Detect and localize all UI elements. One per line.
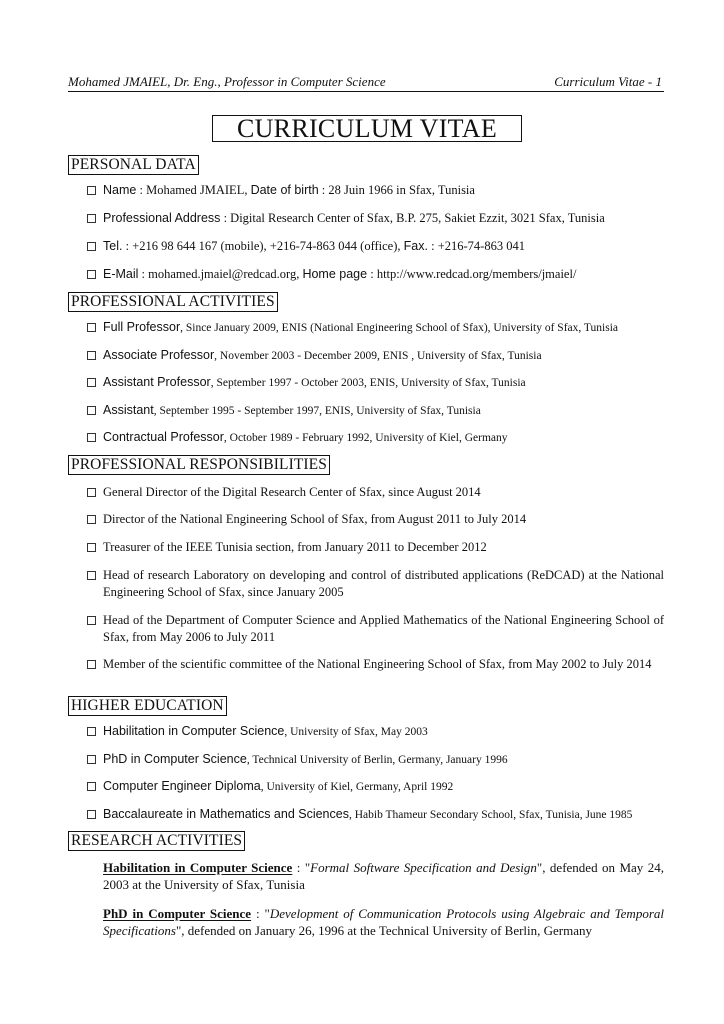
quote: ": [264, 906, 270, 921]
research-detail: , defended on January 26, 1996 at the Technical University of Berlin, Germany: [181, 923, 593, 938]
section-heading-higher-education: HIGHER EDUCATION: [68, 696, 227, 716]
personal-item-address: [87, 210, 664, 227]
detail: , University of Kiel, Germany, April 1992: [260, 781, 454, 793]
square-bullet-icon: [87, 378, 96, 387]
square-bullet-icon: [87, 323, 96, 332]
research-title: PhD in Computer Science: [103, 906, 252, 921]
activity-item: [87, 319, 664, 337]
square-bullet-icon: [87, 660, 96, 669]
role: Associate Professor: [103, 348, 215, 362]
square-bullet-icon: [87, 543, 96, 552]
quote: ": [175, 923, 182, 938]
responsibility-text: Head of the Department of Computer Science and Applied Mathematics of the National Engineering School of Sfax, from May 2006 to July 2011: [103, 613, 664, 644]
value: Digital Research Center of Sfax, B.P. 275, Sakiet Ezzit, 3021 Sfax, Tunisia: [230, 211, 605, 225]
separator: :: [138, 267, 149, 281]
section-heading-professional-responsibilities: PROFESSIONAL RESPONSIBILITIES: [68, 455, 330, 475]
detail: , University of Sfax, May 2003: [284, 726, 428, 738]
detail: , November 2003 - December 2009, ENIS , University of Sfax, Tunisia: [214, 350, 542, 362]
research-item: [103, 905, 664, 939]
square-bullet-icon: [87, 782, 96, 791]
quote: ": [304, 860, 311, 875]
detail: , Since January 2009, ENIS (National Engineering School of Sfax), University of Sfax, Tunisia: [180, 322, 619, 334]
separator: :: [122, 239, 133, 253]
square-bullet-icon: [87, 214, 96, 223]
header-page-label: Curriculum Vitae - 1: [554, 74, 662, 89]
role: Assistant: [103, 403, 154, 417]
separator: :: [136, 183, 147, 197]
thesis-title: Development of Communication Protocols using Algebraic and Temporal Specifications: [103, 906, 664, 938]
personal-item-name: [87, 182, 664, 199]
document-title: CURRICULUM VITAE: [212, 115, 522, 142]
separator: :: [251, 906, 265, 921]
square-bullet-icon: [87, 727, 96, 736]
activity-item: [87, 429, 664, 447]
square-bullet-icon: [87, 433, 96, 442]
section-heading-research-activities: RESEARCH ACTIVITIES: [68, 831, 245, 851]
personal-item-phone: [87, 238, 664, 255]
label: Home page: [302, 267, 368, 281]
label: Professional Address: [103, 211, 221, 225]
square-bullet-icon: [87, 242, 96, 251]
detail: , September 1997 - October 2003, ENIS, University of Sfax, Tunisia: [210, 377, 526, 389]
section-heading-personal-data: PERSONAL DATA: [68, 155, 199, 175]
value: +216 98 644 167 (mobile), +216-74-863 044 (office),: [132, 239, 404, 253]
activity-item: [87, 402, 664, 420]
education-item: [87, 723, 664, 741]
responsibility-text: Head of research Laboratory on developing and control of distributed applications (ReDCAD) at the National Engineering School of Sfax, since January 2005: [103, 568, 664, 599]
square-bullet-icon: [87, 406, 96, 415]
label: Tel.: [103, 239, 123, 253]
square-bullet-icon: [87, 755, 96, 764]
label: Name: [103, 183, 137, 197]
responsibility-text: Treasurer of the IEEE Tunisia section, from January 2011 to December 2012: [103, 540, 487, 554]
square-bullet-icon: [87, 616, 96, 625]
label: Fax.: [403, 239, 428, 253]
square-bullet-icon: [87, 488, 96, 497]
label: E-Mail: [103, 267, 139, 281]
separator: :: [318, 183, 329, 197]
role: Assistant Professor: [103, 375, 211, 389]
square-bullet-icon: [87, 810, 96, 819]
responsibility-item: [87, 567, 664, 601]
responsibility-text: Member of the scientific committee of the National Engineering School of Sfax, from May 2002 to July 2014: [103, 657, 652, 671]
responsibility-item: [87, 656, 664, 673]
education-item: [87, 778, 664, 796]
responsibility-item: [87, 612, 664, 646]
email-link[interactable]: mohamed.jmaiel@redcad.org,: [148, 267, 303, 281]
role: Contractual Professor: [103, 430, 224, 444]
square-bullet-icon: [87, 515, 96, 524]
homepage-link[interactable]: http://www.redcad.org/members/jmaiel/: [376, 267, 577, 281]
degree: PhD in Computer Science: [103, 752, 247, 766]
label: Date of birth: [250, 183, 319, 197]
value: 28 Juin 1966 in Sfax, Tunisia: [328, 183, 475, 197]
degree: Computer Engineer Diploma: [103, 779, 261, 793]
separator: :: [367, 267, 377, 281]
detail: , Habib Thameur Secondary School, Sfax, Tunisia, June 1985: [348, 809, 633, 821]
page-header: [68, 74, 664, 92]
degree: Habilitation in Computer Science: [103, 724, 285, 738]
degree: Baccalaureate in Mathematics and Sciences: [103, 807, 349, 821]
responsibility-item: [87, 539, 664, 556]
detail: , Technical University of Berlin, Germany, January 1996: [246, 754, 508, 766]
research-item: [103, 859, 664, 893]
header-author: Mohamed JMAIEL, Dr. Eng., Professor in Computer Science: [68, 74, 386, 89]
detail: , October 1989 - February 1992, University of Kiel, Germany: [223, 432, 508, 444]
research-detail: , defended on May 24, 2003 at the University of Sfax, Tunisia: [103, 860, 665, 892]
education-item: [87, 751, 664, 769]
separator: :: [292, 860, 305, 875]
responsibility-item: [87, 484, 664, 501]
separator: :: [427, 239, 438, 253]
responsibility-item: [87, 511, 664, 528]
responsibility-text: General Director of the Digital Research Center of Sfax, since August 2014: [103, 485, 481, 499]
square-bullet-icon: [87, 571, 96, 580]
research-title: Habilitation in Computer Science: [103, 860, 293, 875]
thesis-title: Formal Software Specification and Design: [310, 860, 537, 875]
value: Mohamed JMAIEL,: [146, 183, 251, 197]
section-heading-professional-activities: PROFESSIONAL ACTIVITIES: [68, 292, 278, 312]
activity-item: [87, 374, 664, 392]
value: +216-74-863 041: [437, 239, 525, 253]
square-bullet-icon: [87, 270, 96, 279]
detail: , September 1995 - September 1997, ENIS, University of Sfax, Tunisia: [153, 405, 481, 417]
role: Full Professor: [103, 320, 181, 334]
separator: :: [220, 211, 231, 225]
square-bullet-icon: [87, 186, 96, 195]
education-item: [87, 806, 664, 824]
square-bullet-icon: [87, 351, 96, 360]
personal-item-email: [87, 266, 664, 283]
activity-item: [87, 347, 664, 365]
quote: ": [536, 860, 543, 875]
responsibility-text: Director of the National Engineering School of Sfax, from August 2011 to July 2014: [103, 512, 527, 526]
